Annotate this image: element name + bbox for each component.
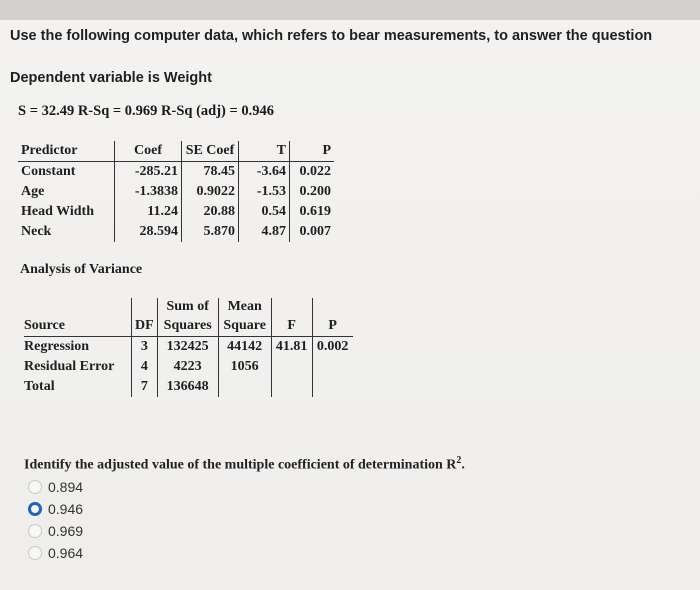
coef-header: SE Coef: [182, 141, 239, 162]
dependent-variable: Dependent variable is Weight: [10, 70, 212, 86]
coef-cell: 0.54: [239, 202, 290, 222]
anova-table: [24, 298, 353, 397]
anova-header-top: Sum of: [157, 298, 218, 316]
coefficient-table: [18, 141, 334, 242]
coef-cell: 20.88: [182, 202, 239, 222]
anova-cell: 44142: [218, 337, 271, 358]
coef-cell: Head Width: [21, 204, 95, 219]
anova-header: Square: [218, 316, 271, 337]
coef-cell: -285.21: [115, 162, 182, 183]
anova-header-top: [312, 298, 353, 316]
anova-cell: [312, 357, 353, 377]
table-row: [18, 182, 334, 202]
option-label[interactable]: 0.964: [48, 545, 84, 561]
coef-header: Predictor: [18, 141, 115, 162]
coef-header-row: [18, 141, 334, 162]
anova-title: Analysis of Variance: [20, 262, 143, 277]
anova-header: Squares: [157, 316, 218, 337]
table-row: [18, 202, 334, 222]
table-row: [18, 222, 334, 242]
anova-cell: 132425: [157, 337, 218, 358]
answer-option[interactable]: [28, 498, 83, 520]
coef-cell: -1.53: [239, 182, 290, 202]
anova-header: P: [312, 316, 353, 337]
table-row: [24, 377, 353, 397]
anova-cell: [312, 377, 353, 397]
anova-header: F: [271, 316, 312, 337]
coef-cell: 78.45: [182, 162, 239, 183]
coef-cell: 0.007: [290, 222, 335, 242]
anova-header-top: [132, 298, 158, 316]
table-row: [24, 337, 353, 358]
coef-cell: 0.200: [290, 182, 335, 202]
anova-header-top: [24, 298, 132, 316]
anova-cell: 3: [132, 337, 158, 358]
coef-cell: 4.87: [239, 222, 290, 242]
coef-cell: 0.022: [290, 162, 335, 183]
coef-cell: Neck: [21, 224, 52, 239]
anova-header: DF: [132, 316, 158, 337]
anova-cell: [271, 357, 312, 377]
option-label[interactable]: 0.946: [48, 501, 84, 517]
answer-options: [28, 476, 83, 564]
prompt-superscript: 2: [456, 455, 462, 466]
coef-cell: -1.3838: [115, 182, 182, 202]
anova-header-row: [24, 316, 353, 337]
coef-cell: -3.64: [239, 162, 290, 183]
question-title: Use the following computer data, which refers to bear measurements, to answer the question: [10, 28, 653, 44]
coef-header: Coef: [115, 141, 182, 162]
anova-cell: 7: [132, 377, 158, 397]
coef-cell: 0.9022: [182, 182, 239, 202]
answer-option[interactable]: [28, 520, 83, 542]
anova-header: Source: [24, 316, 132, 337]
coef-cell: Age: [21, 184, 45, 199]
question-prompt: [24, 455, 465, 474]
anova-cell: 4: [132, 357, 158, 377]
radio-button[interactable]: [28, 546, 42, 560]
anova-cell: [271, 377, 312, 397]
coef-cell: 28.594: [115, 222, 182, 242]
radio-button[interactable]: [28, 502, 42, 516]
anova-cell: [218, 377, 271, 397]
coef-header: P: [290, 141, 335, 162]
prompt-end: .: [461, 457, 465, 473]
anova-cell: 4223: [157, 357, 218, 377]
coef-cell: Constant: [21, 164, 76, 179]
answer-option[interactable]: [28, 476, 83, 498]
prompt-text: Identify the adjusted value of the multiple coefficient of determination R: [24, 457, 457, 473]
table-row: [24, 357, 353, 377]
coef-cell: 5.870: [182, 222, 239, 242]
model-stats: [18, 103, 274, 120]
option-label[interactable]: 0.969: [48, 523, 84, 539]
coef-cell: 0.619: [290, 202, 335, 222]
model-stats-text: S = 32.49 R-Sq = 0.969 R-Sq (adj) = 0.946: [18, 103, 275, 119]
top-bar: [0, 0, 700, 20]
coef-cell: 11.24: [115, 202, 182, 222]
anova-cell: Regression: [24, 339, 90, 354]
answer-option[interactable]: [28, 542, 83, 564]
anova-header-top: [271, 298, 312, 316]
anova-cell: 41.81: [271, 337, 312, 358]
coef-header: T: [239, 141, 290, 162]
anova-cell: 136648: [157, 377, 218, 397]
radio-button[interactable]: [28, 524, 42, 538]
anova-cell: Residual Error: [24, 359, 115, 374]
radio-button[interactable]: [28, 480, 42, 494]
anova-cell: 1056: [218, 357, 271, 377]
anova-header-top-row: [24, 298, 353, 316]
anova-header-top: Mean: [218, 298, 271, 316]
option-label[interactable]: 0.894: [48, 479, 84, 495]
anova-cell: 0.002: [312, 337, 353, 358]
table-row: [18, 162, 334, 183]
anova-cell: Total: [24, 379, 55, 394]
